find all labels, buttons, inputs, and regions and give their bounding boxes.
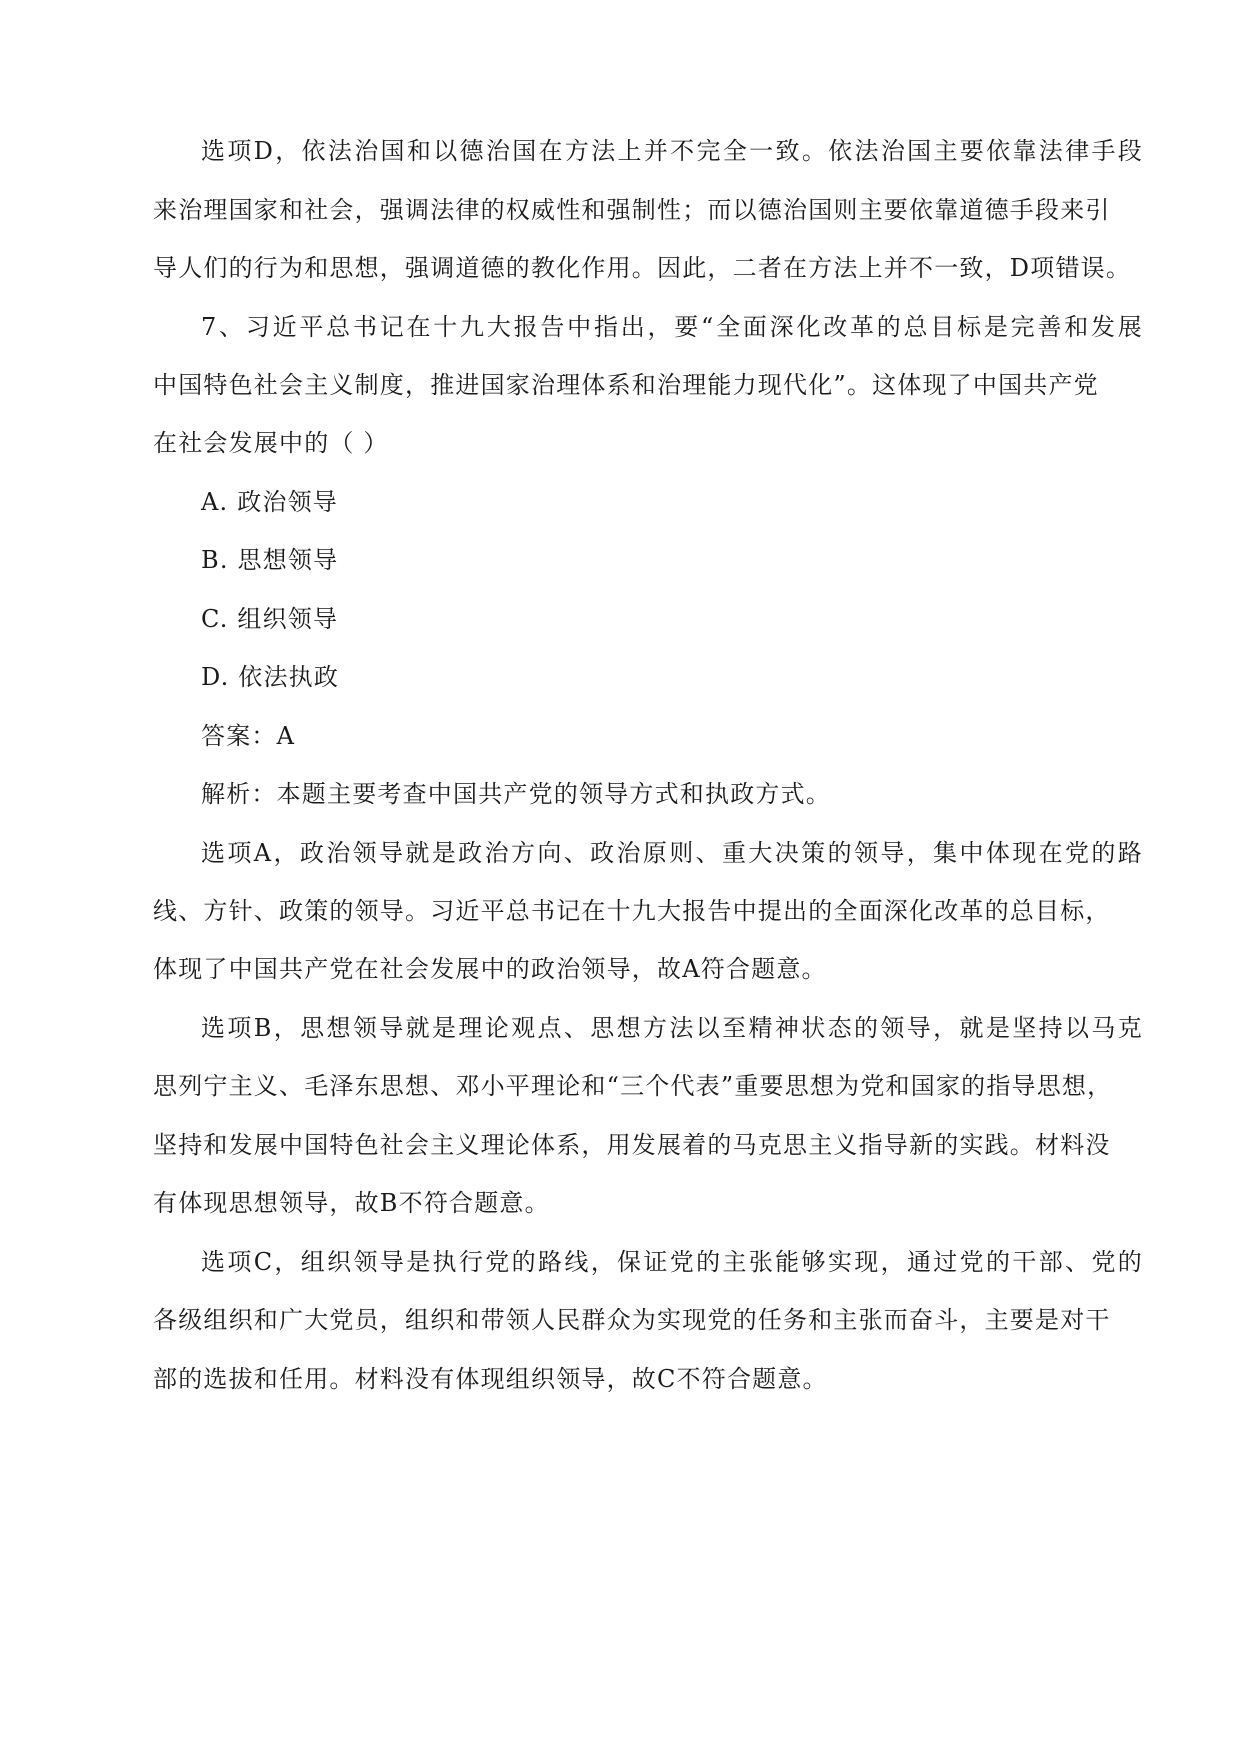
- answer-option-c: C. 组织领导: [201, 605, 339, 633]
- text-line: 选项D，依法治国和以德治国在方法上并不完全一致。依法治国主要依靠法律手段: [201, 137, 1143, 165]
- text-line: 导人们的行为和思想，强调道德的教化作用。因此，二者在方法上并不一致，D项错误。: [153, 254, 1132, 282]
- question-stem-line: 中国特色社会主义制度，推进国家治理体系和治理能力现代化”。这体现了中国共产党: [153, 371, 1099, 399]
- explanation-line: 思列宁主义、毛泽东思想、邓小平理论和“三个代表”重要思想为党和国家的指导思想，: [153, 1072, 1113, 1100]
- answer-option-a: A. 政治领导: [201, 488, 338, 516]
- answer-key: 答案：A: [201, 722, 296, 750]
- explanation-line: 选项A，政治领导就是政治方向、政治原则、重大决策的领导，集中体现在党的路: [201, 839, 1143, 867]
- analysis-intro: 解析：本题主要考查中国共产党的领导方式和执政方式。: [201, 780, 831, 808]
- explanation-line: 选项B，思想领导就是理论观点、思想方法以至精神状态的领导，就是坚持以马克: [201, 1014, 1143, 1042]
- question-stem-line: 7、习近平总书记在十九大报告中指出，要“全面深化改革的总目标是完善和发展: [201, 313, 1143, 341]
- explanation-line: 坚持和发展中国特色社会主义理论体系，用发展着的马克思主义指导新的实践。材料没: [153, 1131, 1111, 1159]
- explanation-line: 各级组织和广大党员，组织和带领人民群众为实现党的任务和主张而奋斗，主要是对干: [153, 1306, 1111, 1334]
- explanation-line: 线、方针、政策的领导。习近平总书记在十九大报告中提出的全面深化改革的总目标，: [153, 897, 1111, 925]
- question-stem-line: 在社会发展中的（ ）: [153, 429, 389, 457]
- answer-option-b: B. 思想领导: [201, 546, 339, 574]
- explanation-line: 选项C，组织领导是执行党的路线，保证党的主张能够实现，通过党的干部、党的: [201, 1248, 1143, 1276]
- explanation-line: 有体现思想领导，故B不符合题意。: [153, 1189, 550, 1217]
- text-line: 来治理国家和社会，强调法律的权威性和强制性；而以德治国则主要依靠道德手段来引: [153, 196, 1111, 224]
- answer-option-d: D. 依法执政: [201, 663, 340, 691]
- explanation-line: 部的选拔和任用。材料没有体现组织领导，故C不符合题意。: [153, 1365, 828, 1393]
- explanation-line: 体现了中国共产党在社会发展中的政治领导，故A符合题意。: [153, 955, 827, 983]
